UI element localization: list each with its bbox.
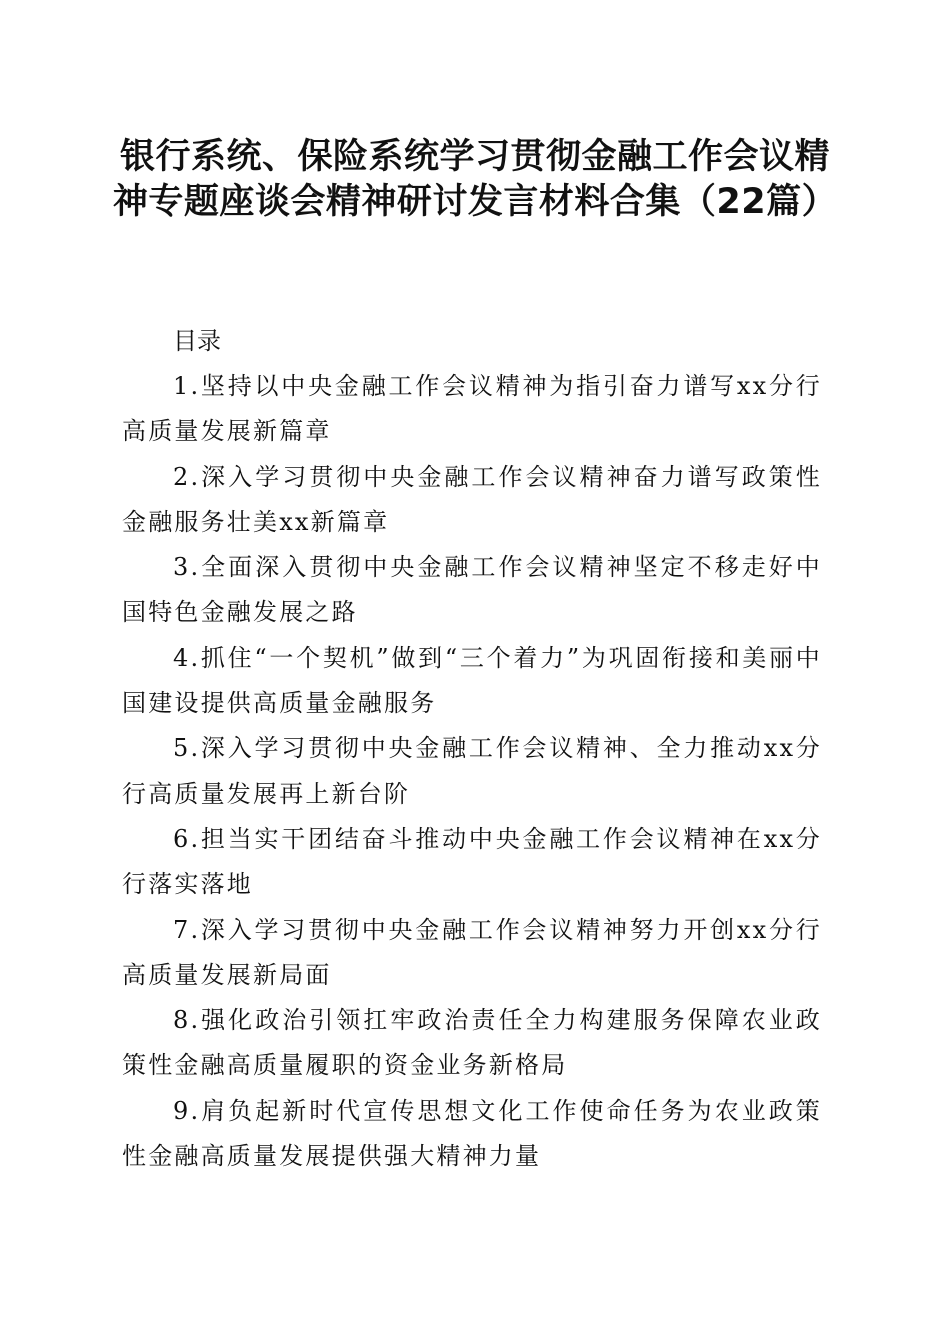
toc-item-5: 5.深入学习贯彻中央金融工作会议精神、全力推动xx分行高质量发展再上新台阶: [122, 734, 822, 808]
document-title: 银行系统、保险系统学习贯彻金融工作会议精神专题座谈会精神研讨发言材料合集（22篇）: [112, 137, 838, 222]
toc-heading: 目录: [173, 327, 221, 355]
toc-item-2: 2.深入学习贯彻中央金融工作会议精神奋力谱写政策性金融服务壮美xx新篇章: [122, 462, 822, 536]
toc-item-8: 8.强化政治引领扛牢政治责任全力构建服务保障农业政策性金融高质量履职的资金业务新格局: [122, 1006, 822, 1080]
toc-item-4: 4.抓住“一个契机”做到“三个着力”为巩固衔接和美丽中国建设提供高质量金融服务: [122, 643, 822, 718]
toc-item-7: 7.深入学习贯彻中央金融工作会议精神努力开创xx分行高质量发展新局面: [122, 915, 822, 989]
toc-item-3: 3.全面深入贯彻中央金融工作会议精神坚定不移走好中国特色金融发展之路: [122, 553, 822, 627]
toc-item-1: 1.坚持以中央金融工作会议精神为指引奋力谱写xx分行高质量发展新篇章: [122, 372, 822, 446]
toc-item-6: 6.担当实干团结奋斗推动中央金融工作会议精神在xx分行落实落地: [122, 824, 822, 899]
toc-item-9: 9.肩负起新时代宣传思想文化工作使命任务为农业政策性金融高质量发展提供强大精神力量: [122, 1096, 822, 1171]
table-of-contents: [122, 318, 822, 1179]
